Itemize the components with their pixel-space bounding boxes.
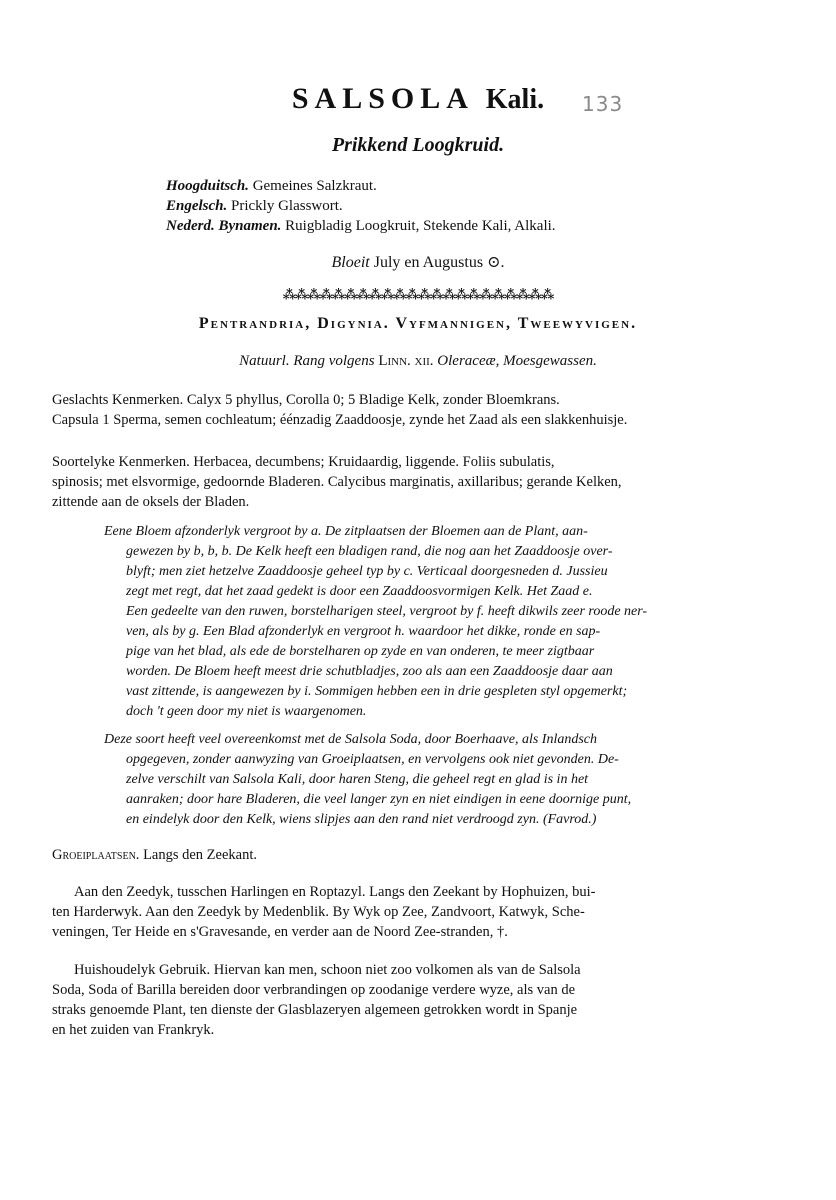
flowering-period xyxy=(0,252,836,272)
species-name: Kali. xyxy=(485,84,545,115)
dutch-value: Ruigbladig Loogkruit, Stekende Kali, Alkali. xyxy=(285,218,556,234)
note-line: en eindelyk door den Kelk, wiens slipjes aan den rand niet verdroogd zyn. (Favrod.) xyxy=(126,812,597,827)
growing-places-row xyxy=(52,845,792,865)
rang-value: Oleraceæ, Moesgewassen. xyxy=(437,353,597,369)
comparison-note xyxy=(104,730,784,830)
paragraph-line: ten Harderwyk. Aan den Zeedyk by Medenblik. By Wyk op Zee, Zandvoort, Katwyk, Sche- xyxy=(52,904,585,920)
note-line: Eene Bloem afzonderlyk vergroot by a. De zitplaatsen der Bloemen aan de Plant, aan- xyxy=(104,524,588,539)
note-line: opgegeven, zonder aanwyzing van Groeiplaatsen, en vervolgens ook niet gevonden. De- xyxy=(126,752,619,767)
note-line: doch 't geen door my niet is waargenomen. xyxy=(126,704,367,719)
locations-paragraph xyxy=(52,882,792,942)
paragraph-line: Soda, Soda of Barilla bereiden door verbrandingen op zoodanige verdere wyze, als van de xyxy=(52,982,576,998)
note-line: pige van het blad, als ede de borstelharen op zyde en van onderen, te meer zigtbaar xyxy=(126,644,595,659)
german-value: Gemeines Salzkraut. xyxy=(252,178,377,194)
german-name-row xyxy=(166,176,556,196)
illustration-note xyxy=(104,522,784,722)
note-line: vast zittende, is aangewezen by i. Sommigen hebben een in drie gespleten styl opgemerkt; xyxy=(126,684,628,699)
rang-linn: Linn. xii. xyxy=(378,353,434,369)
english-name-row xyxy=(166,196,556,216)
note-line: Een gedeelte van den ruwen, borstelharigen steel, vergroot by f. heeft dikwils zeer roode ner- xyxy=(126,604,648,619)
dutch-label: Nederd. Bynamen. xyxy=(166,218,282,234)
note-line: aanraken; door hare Bladeren, die veel langer zyn en niet eindigen in eene doornige punt, xyxy=(126,792,632,807)
genus-characteristics xyxy=(52,390,792,430)
paragraph-line: zittende aan de oksels der Bladen. xyxy=(52,494,250,510)
natural-rank xyxy=(0,353,836,370)
ornament-divider: ⁂⁂⁂⁂⁂⁂⁂⁂⁂⁂⁂⁂⁂⁂⁂⁂⁂⁂⁂⁂⁂⁂ xyxy=(282,287,554,302)
note-line: zelve verschilt van Salsola Kali, door haren Steng, die geheel regt en glad is in het xyxy=(126,772,589,787)
growing-places-heading xyxy=(52,845,792,865)
note-line: gewezen by b, b, b. De Kelk heeft een bladigen rand, die nog aan het Zaaddoosje over- xyxy=(126,544,613,559)
paragraph-line: Aan den Zeedyk, tusschen Harlingen en Roptazyl. Langs den Zeekant by Hophuizen, bui- xyxy=(74,884,596,900)
paragraph-line: straks genoemde Plant, ten dienste der Glasblazeryen algemeen getrokken wordt in Spanje xyxy=(52,1002,578,1018)
german-label: Hoogduitsch. xyxy=(166,178,249,194)
bloeit-value: July en Augustus xyxy=(373,254,484,271)
genus-name: SALSOLA xyxy=(291,82,473,115)
annual-symbol: ⊙. xyxy=(487,254,505,271)
note-line: blyft; men ziet hetzelve Zaaddoosje geheel typ by c. Verticaal doorgesneden d. Jussieu xyxy=(126,564,608,579)
dutch-name-row xyxy=(166,216,556,236)
vernacular-names xyxy=(166,176,556,236)
dutch-common-name: Prikkend Loogkruid. xyxy=(331,134,505,156)
page-title xyxy=(0,82,836,116)
bloeit-label: Bloeit xyxy=(331,254,370,271)
paragraph-line: Capsula 1 Sperma, semen cochleatum; éénzadig Zaaddoosje, zynde het Zaad als een slakkenhuisje. xyxy=(52,412,628,428)
handwritten-page-number: 133 xyxy=(582,92,624,116)
household-use-paragraph xyxy=(52,960,792,1040)
growing-places-value: Langs den Zeekant. xyxy=(143,847,258,863)
paragraph-line: Geslachts Kenmerken. Calyx 5 phyllus, Corolla 0; 5 Bladige Kelk, zonder Bloemkrans. xyxy=(52,392,560,408)
english-label: Engelsch. xyxy=(166,198,228,214)
rang-label: Natuurl. Rang volgens xyxy=(239,353,375,369)
growing-places-label: Groeiplaatsen. xyxy=(52,847,140,863)
paragraph-line: veningen, Ter Heide en s'Gravesande, en verder aan de Noord Zee-stranden, †. xyxy=(52,924,508,940)
english-value: Prickly Glasswort. xyxy=(231,198,343,214)
paragraph-line: Soortelyke Kenmerken. Herbacea, decumbens; Kruidaardig, liggende. Foliis subulatis, xyxy=(52,454,555,470)
note-line: zegt met regt, dat het zaad gedekt is door een Zaaddoosvormigen Kelk. Het Zaad e. xyxy=(126,584,593,599)
note-line: ven, als by g. Een Blad afzonderlyk en vergroot h. waardoor het dikke, ronde en sap- xyxy=(126,624,601,639)
linnaean-classification: Pentrandria, Digynia. Vyfmannigen, Tweewyvigen. xyxy=(198,315,638,332)
species-characteristics xyxy=(52,452,792,512)
note-line: Deze soort heeft veel overeenkomst met de Salsola Soda, door Boerhaave, als Inlandsch xyxy=(104,732,598,747)
note-line: worden. De Bloem heeft meest drie schutbladjes, zoo als aan een Zaaddoosje daar aan xyxy=(126,664,613,679)
paragraph-line: en het zuiden van Frankryk. xyxy=(52,1022,215,1038)
paragraph-line: spinosis; met elsvormige, gedoornde Bladeren. Calycibus marginatis, axillaribus; gerande Kelken, xyxy=(52,474,622,490)
paragraph-line: Huishoudelyk Gebruik. Hiervan kan men, schoon niet zoo volkomen als van de Salsola xyxy=(74,962,581,978)
